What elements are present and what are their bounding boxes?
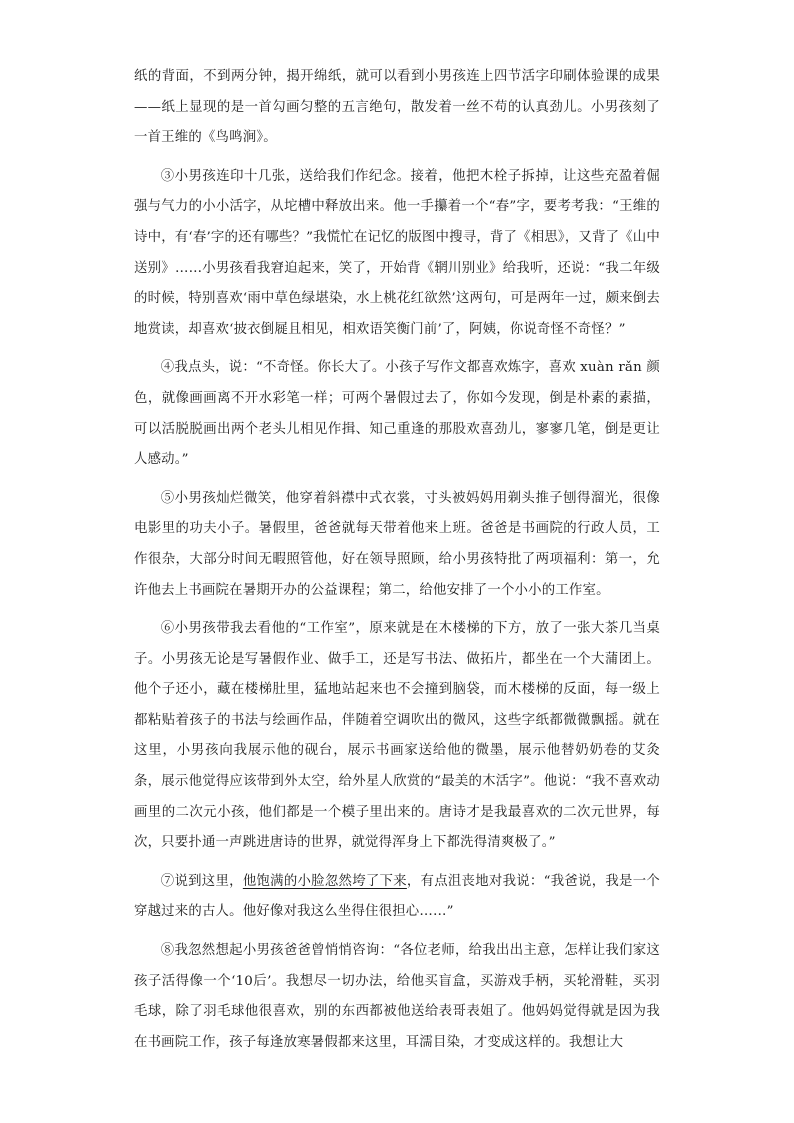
paragraph-4 <box>134 353 660 475</box>
paragraph-1-text: 纸的背面，不到两分钟，揭开绵纸，就可以看到小男孩连上四节活字印刷体验课的成果——纸上显现的是一首勾画匀整的五言绝句，散发着一丝不苟的认真劲儿。小男孩刻了一首王维的《鸟鸣涧》。 <box>134 69 660 146</box>
paragraph-7 <box>134 867 660 928</box>
paragraph-7-text-end: ，有点沮丧地对我说：“我爸说，我是一个穿越过来的古人。他好像对我这么坐得住很担心……” <box>134 873 660 920</box>
paragraph-4-text: ④我点头，说：“不奇怪。你长大了。小孩子写作文都喜欢炼字，喜欢 xuàn rǎn 颜色，就像画画离不开水彩笔一样；可两个暑假过去了，你如今发现，倒是朴素的素描，可以活脱脱画出两个老头儿相见作揖、知己重逢的那股欢喜劲儿，寥寥几笔，倒是更让人感动。” <box>134 360 660 468</box>
paragraph-8-text: ⑧我忽然想起小男孩爸爸曾悄悄咨询：“各位老师，给我出出主意，怎样让我们家这孩子活得像一个‘10后’。我想尽一切办法，给他买盲盒，买游戏手柄，买轮滑鞋，买羽毛球，除了羽毛球他很喜欢，别的东西都被他送给表哥表姐了。他妈妈觉得就是因为我在书画院工作，孩子每逢放寒暑假都来这里，耳濡目染，才变成这样的。我想让大 <box>134 943 660 1050</box>
paragraph-8 <box>134 936 660 1058</box>
paragraph-7-text-start: ⑦说到这里， <box>160 873 243 889</box>
paragraph-5-text: ⑤小男孩灿烂微笑，他穿着斜襟中式衣裳，寸头被妈妈用剃头推子刨得溜光，很像电影里的功夫小子。暑假里，爸爸就每天带着他来上班。爸爸是书画院的行政人员，工作很杂，大部分时间无暇照管他，好在领导照顾，给小男孩特批了两项福利：第一，允许他去上书画院在暑期开办的公益课程；第二，给他安排了一个小小的工作室。 <box>134 490 660 598</box>
paragraph-5 <box>134 484 660 606</box>
paragraph-3-text: ③小男孩连印十几张，送给我们作纪念。接着，他把木栓子拆掉，让这些充盈着倔强与气力的小小活字，从坨槽中释放出来。他一手攥着一个“春”字，要考考我：“王维的诗中，有‘春’字的还有哪些？”我慌忙在记忆的版图中搜寻，背了《相思》，又背了《山中送别》……小男孩看我窘迫起来，笑了，开始背《辋川别业》给我听，还说：“我二年级的时候，特别喜欢‘雨中草色绿堪染，水上桃花红欲然’这两句，可是两年一过，颇来倒去地赏读，却喜欢‘披衣倒屣且相见，相欢语笑衡门前’了，阿姨，你说奇怪不奇怪？” <box>134 168 660 337</box>
paragraph-1 <box>134 62 660 154</box>
paragraph-6-text: ⑥小男孩带我去看他的“工作室”，原来就是在木楼梯的下方，放了一张大茶几当桌子。小男孩无论是写暑假作业、做手工，还是写书法、做拓片，都坐在一个大蒲团上。他个子还小，藏在楼梯肚里，猛地站起来也不会撞到脑袋，而木楼梯的反面，每一级上都粘贴着孩子的书法与绘画作品，伴随着空调吹出的微风，这些字纸都微微飘摇。就在这里，小男孩向我展示他的砚台，展示书画家送给他的微墨，展示他替奶奶卷的艾灸条，展示他觉得应该带到外太空，给外星人欣赏的“最美的木活字”。他说：“我不喜欢动画里的二次元小孩，他们都是一个模子里出来的。唐诗才是我最喜欢的二次元世界，每次，只要扑通一声跳进唐诗的世界，就觉得浑身上下都洗得清爽极了。” <box>134 621 660 851</box>
underlined-sentence: 他饱满的小脸忽然垮了下来 <box>242 873 407 889</box>
document-page <box>134 62 660 1066</box>
paragraph-6 <box>134 614 660 859</box>
paragraph-3 <box>134 162 660 346</box>
